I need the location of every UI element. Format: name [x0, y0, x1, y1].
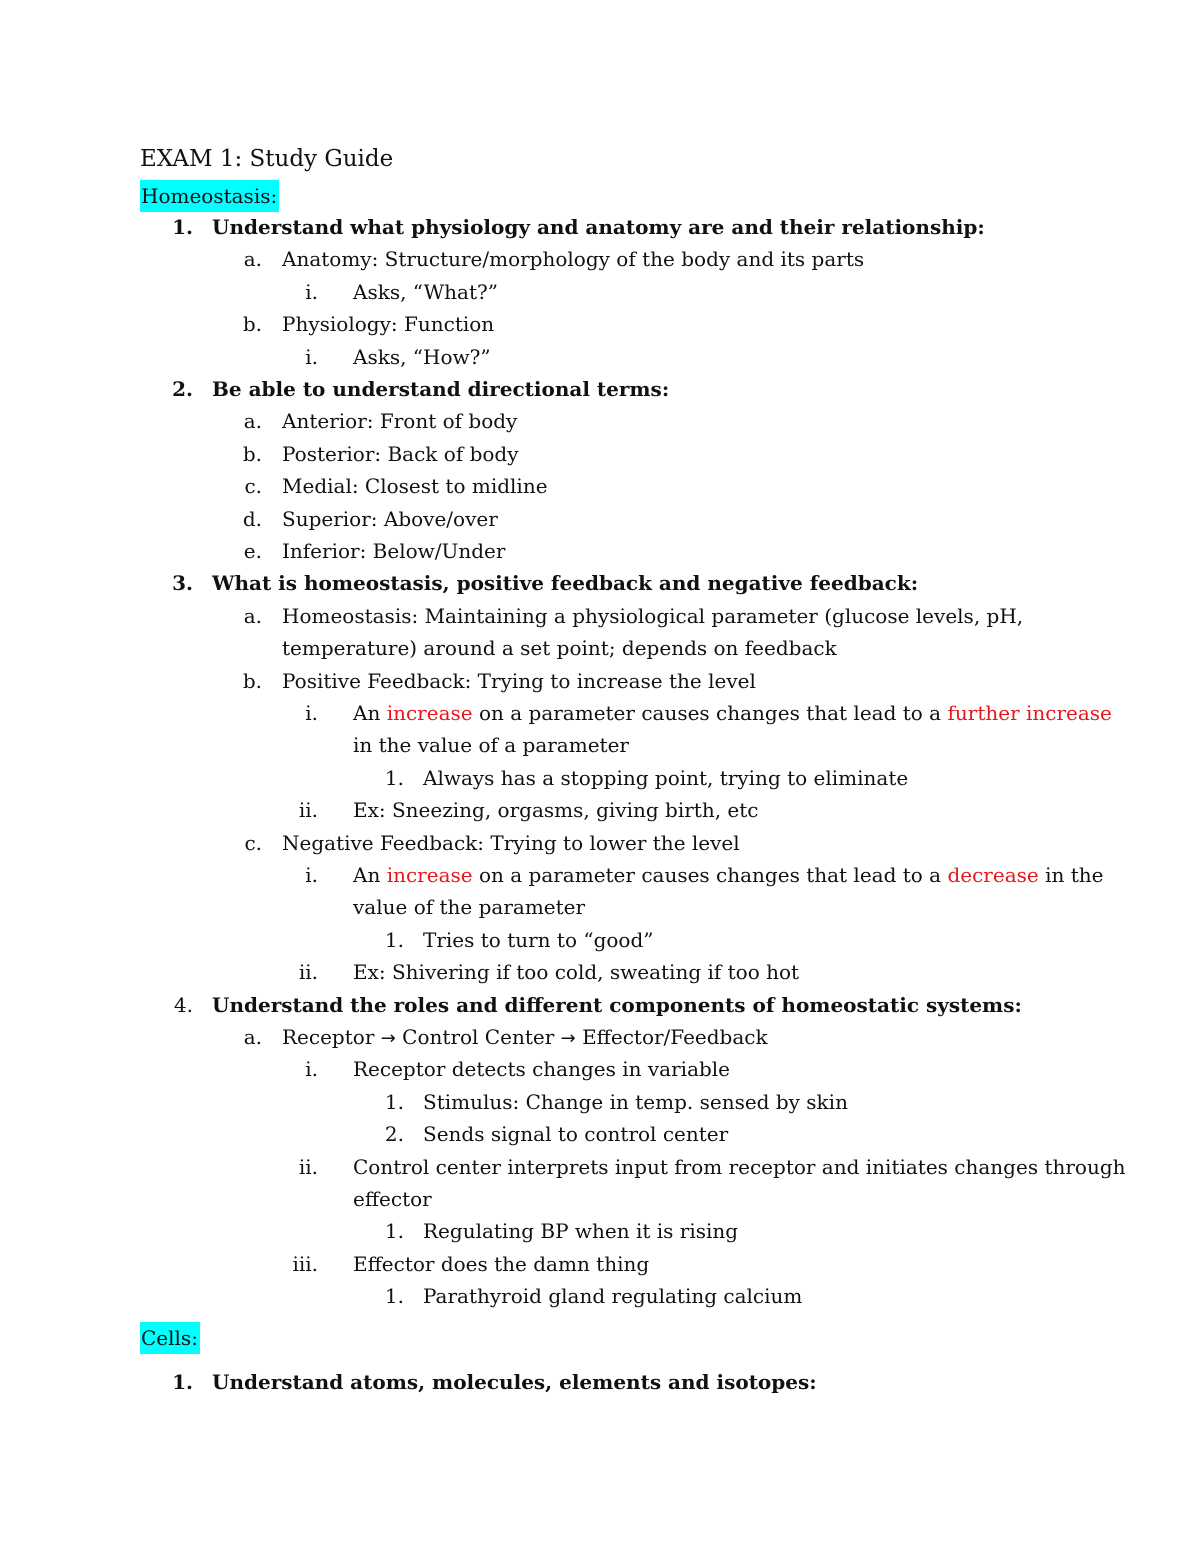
- emphasis-text: increase: [386, 701, 473, 725]
- list-item: [0, 1151, 1200, 1184]
- list-marker: b.: [242, 668, 262, 693]
- list-item-text: [282, 827, 740, 860]
- text-run: Inferior: Below/Under: [282, 539, 506, 563]
- text-run: Effector/Feedback: [575, 1025, 768, 1049]
- list-item: [0, 697, 1200, 730]
- list-marker: ii.: [298, 798, 318, 823]
- list-marker: i.: [305, 1057, 318, 1082]
- list-item: [0, 1086, 1200, 1119]
- list-marker: c.: [244, 474, 262, 499]
- list-item: [0, 503, 1200, 536]
- text-run: Ex: Shivering if too cold, sweating if too hot: [353, 960, 800, 985]
- list-item-text: [353, 891, 585, 924]
- list-item-text: [353, 341, 491, 374]
- text-run: Receptor: [282, 1025, 381, 1049]
- arrow-glyph: →: [380, 1028, 396, 1049]
- emphasis-text: increase: [386, 863, 473, 887]
- list-item-text: [212, 1366, 817, 1399]
- text-run: Control Center: [395, 1025, 561, 1049]
- list-item-text: [353, 859, 1103, 892]
- list-item: [0, 1215, 1200, 1248]
- list-item-text: [282, 632, 837, 665]
- list-item-text: [423, 762, 908, 795]
- text-run: Negative Feedback: Trying to lower the level: [282, 830, 740, 855]
- list-marker: b.: [242, 441, 262, 466]
- text-run: Medial: Closest to midline: [282, 474, 548, 499]
- list-marker: c.: [244, 830, 262, 855]
- list-item: [0, 924, 1200, 957]
- list-item: [0, 1183, 1200, 1216]
- list-marker: 2.: [384, 1122, 404, 1147]
- list-item: [0, 1366, 1200, 1399]
- list-item: [0, 341, 1200, 374]
- list-item-text: [282, 600, 1023, 633]
- text-run: Understand what physiology and anatomy are and their relationship:: [212, 215, 985, 239]
- list-item-text: [353, 1151, 1126, 1184]
- list-item: [0, 1280, 1200, 1313]
- list-item: [0, 891, 1200, 924]
- list-marker: 1.: [384, 1219, 404, 1244]
- list-marker: 1.: [172, 215, 193, 239]
- list-item-text: [423, 924, 653, 957]
- list-marker: a.: [243, 247, 262, 272]
- list-item-text: [282, 665, 756, 698]
- text-run: on a parameter causes changes that lead to a: [472, 863, 948, 887]
- section-heading: Homeostasis:: [140, 180, 279, 212]
- list-item: [0, 276, 1200, 309]
- list-item: [0, 243, 1200, 276]
- list-marker: a.: [243, 409, 262, 434]
- text-run: What is homeostasis, positive feedback and negative feedback:: [212, 571, 919, 596]
- text-run: Positive Feedback: Trying to increase the level: [282, 668, 756, 693]
- text-run: Understand atoms, molecules, elements and isotopes:: [212, 1370, 817, 1394]
- list-item: [0, 211, 1200, 244]
- list-item-text: [282, 470, 548, 503]
- list-item-text: [423, 1118, 728, 1151]
- text-run: Always has a stopping point, trying to eliminate: [423, 765, 909, 790]
- list-item-text: [353, 1053, 730, 1086]
- list-item-text: [282, 503, 498, 536]
- list-marker: ii.: [298, 960, 318, 985]
- list-item-text: [282, 308, 494, 341]
- list-item-text: [282, 1021, 768, 1056]
- list-marker: i.: [305, 863, 318, 887]
- text-run: Sends signal to control center: [423, 1122, 729, 1147]
- list-marker: 1.: [172, 1370, 193, 1394]
- list-marker: 1.: [384, 1284, 404, 1309]
- list-item: [0, 308, 1200, 341]
- text-run: in the: [1038, 863, 1104, 887]
- list-item: [0, 1053, 1200, 1086]
- list-item-text: [282, 438, 519, 471]
- text-run: Homeostasis: Maintaining a physiological parameter (glucose levels, pH,: [282, 603, 1024, 628]
- text-run: Control center interprets input from receptor and initiates changes through: [353, 1154, 1126, 1179]
- text-run: Parathyroid gland regulating calcium: [423, 1284, 803, 1309]
- list-marker: a.: [243, 603, 262, 628]
- list-item: [0, 827, 1200, 860]
- document-title: EXAM 1: Study Guide: [140, 146, 394, 172]
- list-item: [0, 1021, 1200, 1054]
- list-item: [0, 1248, 1200, 1281]
- list-item-text: [423, 1086, 848, 1119]
- list-marker: iii.: [292, 1251, 318, 1276]
- list-item: [0, 567, 1200, 600]
- text-run: Effector does the damn thing: [353, 1251, 650, 1276]
- list-item: [0, 794, 1200, 827]
- list-item: [0, 438, 1200, 471]
- list-marker: 2.: [172, 377, 193, 401]
- list-item-text: [212, 567, 918, 600]
- list-item: [0, 600, 1200, 633]
- list-item-text: [423, 1280, 802, 1313]
- text-run: Stimulus: Change in temp. sensed by skin: [423, 1089, 848, 1114]
- list-item-text: [282, 535, 505, 568]
- list-item: [0, 859, 1200, 892]
- list-item: [0, 989, 1200, 1022]
- list-marker: i.: [305, 344, 318, 369]
- arrow-glyph: →: [560, 1028, 576, 1049]
- list-item-text: [212, 211, 985, 244]
- list-item-text: [423, 1215, 738, 1248]
- list-item-text: [282, 243, 864, 276]
- text-run: Anterior: Front of body: [282, 409, 518, 434]
- text-run: Regulating BP when it is rising: [423, 1219, 739, 1244]
- text-run: Anatomy: Structure/morphology of the body and its parts: [282, 247, 865, 272]
- list-item: [0, 373, 1200, 406]
- list-marker: d.: [242, 506, 262, 531]
- list-marker: e.: [243, 539, 262, 563]
- list-marker: b.: [242, 312, 262, 337]
- list-item-text: [353, 729, 629, 762]
- text-run: Ex: Sneezing, orgasms, giving birth, etc: [353, 798, 759, 823]
- list-marker: a.: [243, 1025, 262, 1049]
- list-item-text: [353, 956, 799, 989]
- text-run: Superior: Above/over: [282, 506, 498, 531]
- list-item: [0, 762, 1200, 795]
- list-marker: i.: [305, 701, 318, 725]
- text-run: on a parameter causes changes that lead to a: [472, 701, 948, 725]
- emphasis-text: decrease: [947, 863, 1039, 887]
- list-item-text: [353, 1183, 432, 1216]
- list-item: [0, 405, 1200, 438]
- list-item-text: [353, 1248, 649, 1281]
- list-item: [0, 956, 1200, 989]
- text-run: An: [353, 701, 387, 725]
- list-marker: 1.: [384, 927, 404, 952]
- text-run: in the value of a parameter: [353, 733, 629, 758]
- text-run: Physiology: Function: [282, 312, 495, 337]
- emphasis-text: further increase: [947, 701, 1112, 725]
- list-item-text: [212, 989, 1022, 1022]
- text-run: Posterior: Back of body: [282, 441, 519, 466]
- list-item: [0, 470, 1200, 503]
- text-run: Be able to understand directional terms:: [212, 377, 670, 401]
- text-run: Asks, “How?”: [353, 344, 491, 369]
- list-item: [0, 535, 1200, 568]
- text-run: temperature) around a set point; depends on feedback: [282, 636, 837, 661]
- text-run: Understand the roles and different components of homeostatic systems:: [212, 992, 1022, 1017]
- text-run: Receptor detects changes in variable: [353, 1057, 731, 1082]
- list-item-text: [353, 697, 1112, 730]
- list-marker: ii.: [298, 1154, 318, 1179]
- list-item: [0, 729, 1200, 762]
- list-marker: i.: [305, 279, 318, 304]
- section-heading: Cells:: [140, 1322, 200, 1354]
- list-item-text: [282, 405, 517, 438]
- list-item: [0, 1118, 1200, 1151]
- text-run: value of the parameter: [353, 895, 586, 920]
- list-marker: 1.: [384, 765, 404, 790]
- list-item: [0, 632, 1200, 665]
- text-run: Asks, “What?”: [353, 279, 498, 304]
- list-item: [0, 665, 1200, 698]
- list-item-text: [353, 276, 498, 309]
- list-marker: 1.: [384, 1089, 404, 1114]
- list-item-text: [353, 794, 759, 827]
- text-run: An: [353, 863, 387, 887]
- text-run: Tries to turn to “good”: [423, 927, 654, 952]
- list-marker: 3.: [172, 571, 193, 596]
- text-run: effector: [353, 1187, 432, 1211]
- list-marker: 4.: [173, 992, 193, 1017]
- list-item-text: [212, 373, 669, 406]
